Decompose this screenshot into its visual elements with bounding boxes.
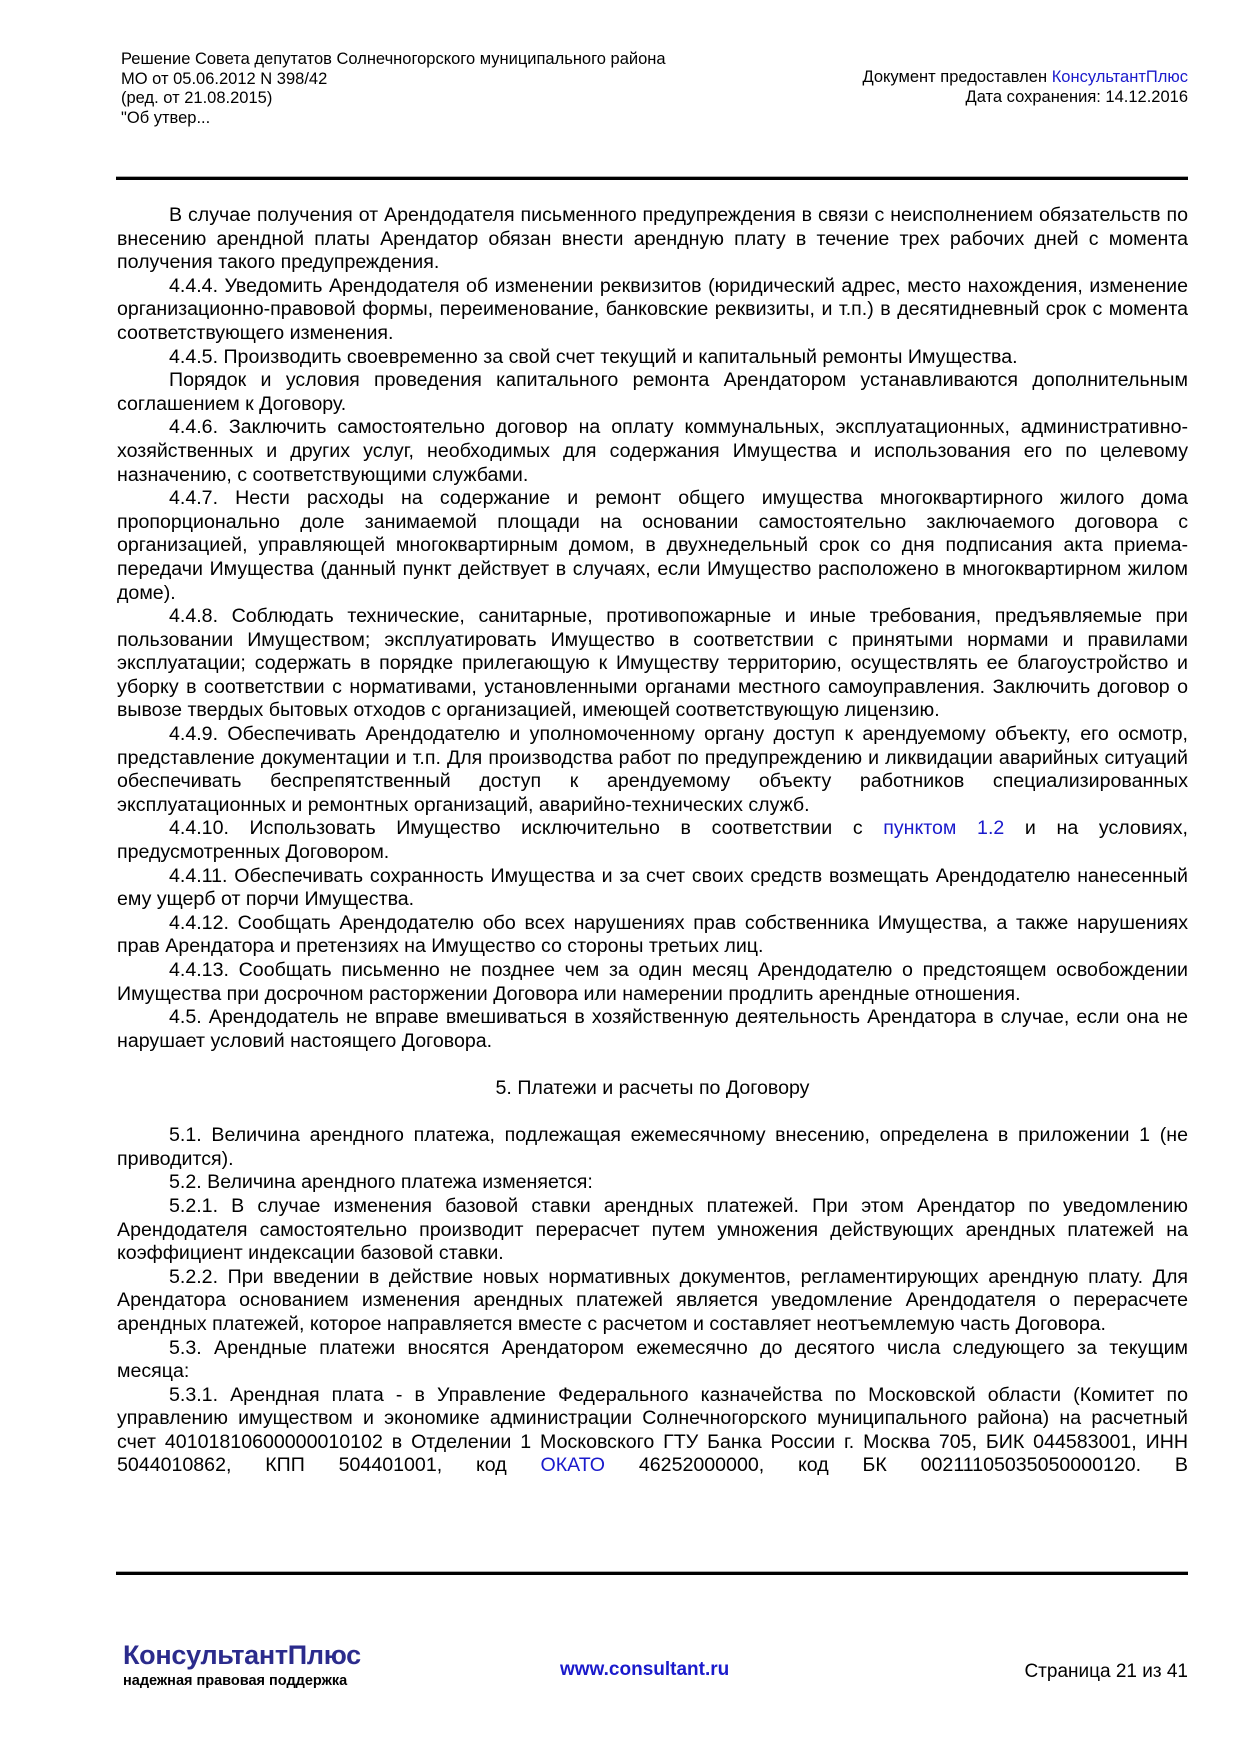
- consultant-logo: [123, 1640, 361, 1690]
- paragraph-4-5: 4.5. Арендодатель не вправе вмешиваться в хозяйственную деятельность Арендатора в случае, если она не нарушает условий настоящего Договора.: [117, 1006, 1188, 1052]
- paragraph-4-4-9: 4.4.9. Обеспечивать Арендодателю и уполномоченному органу доступ к арендуемому объекту, его осмотр, представление документации и т.п. Для производства работ по предупреждению и ликвидации аварийных ситуаций обеспечивать беспрепятственный доступ к арендуемому объекту работников специализированных эксплуатационных и ремонтных организаций, аварийно-технических служб.: [117, 723, 1188, 816]
- paragraph-5-1: 5.1. Величина арендного платежа, подлежащая ежемесячному внесению, определена в приложении 1 (не приводится).: [117, 1124, 1188, 1170]
- paragraph-5-3: 5.3. Арендные платежи вносятся Арендатором ежемесячно до десятого числа следующего за текущим месяца:: [117, 1336, 1188, 1383]
- clause-1-2-link[interactable]: пунктом 1.2: [883, 817, 1005, 840]
- document-body: [117, 204, 1188, 1478]
- header-line-3: (ред. от 21.08.2015): [121, 89, 273, 107]
- paragraph-4-4-4: 4.4.4. Уведомить Арендодателя об изменении реквизитов (юридический адрес, место нахождения, изменение организационно-правовой формы, переименование, банковские реквизиты, и т.п.) в десятидневный срок с момента соответствующего изменения.: [117, 274, 1188, 344]
- text: 4.4.10. Использовать Имущество исключительно в соответствии с: [169, 817, 884, 840]
- paragraph-4-4-7: 4.4.7. Нести расходы на содержание и ремонт общего имущества многоквартирного жилого дома пропорционально доле занимаемой площади на основании самостоятельно заключаемого договора с организацией, управляющей многоквартирным домом, в двухнедельный срок со дня подписания акта приема-передачи Имущества (данный пункт действует в случаях, если Имущество расположено в многоквартирном жилом доме).: [117, 487, 1188, 604]
- header-line-1: Решение Совета депутатов Солнечногорского муниципального района: [121, 50, 666, 68]
- page-number: Страница 21 из 41: [1024, 1661, 1188, 1682]
- paragraph-5-2-2: 5.2.2. При введении в действие новых нормативных документов, регламентирующих арендную плату. Для Арендатора основанием изменения арендных платежей является уведомление Арендодателя о перерасчете арендных платежей, которое направляется вместе с расчетом и составляет неотъемлемую часть Договора.: [117, 1265, 1188, 1335]
- save-date: Дата сохранения: 14.12.2016: [965, 87, 1188, 106]
- paragraph-4-4-8: 4.4.8. Соблюдать технические, санитарные, противопожарные и иные требования, предъявляемые при пользовании Имуществом; эксплуатировать Имущество в соответствии с принятыми нормами и правилами эксплуатации; содержать в порядке прилегающую к Имуществу территорию, осуществлять ее благоустройство и уборку в соответствии с нормативами, установленными органами местного самоуправления. Заключить договор о вывозе твердых бытовых отходов с организацией, имеющей соответствующую лицензию.: [117, 605, 1188, 722]
- text: 5.3.1. Арендная плата - в Управление Федерального казначейства по Московской области (Комитет по управлению имуществом и экономике администрации Солнечногорского муниципального района) на расчетный счет 40101810600000010102 в Отделении 1 Московского ГТУ Банка России г. Москва 705, БИК 044583001, ИНН 5044010862, КПП 504401001, код: [117, 1383, 1188, 1477]
- document-header-title: [121, 50, 666, 128]
- paragraph-5-2: 5.2. Величина арендного платежа изменяется:: [169, 1171, 593, 1194]
- paragraph-5-3-1: [117, 1384, 1188, 1478]
- footer-divider: [116, 1571, 1188, 1575]
- paragraph: Порядок и условия проведения капитального ремонта Арендатором устанавливаются дополнительным соглашением к Договору.: [117, 369, 1188, 415]
- section-5-heading: 5. Платежи и расчеты по Договору: [495, 1076, 810, 1099]
- header-line-2: МО от 05.06.2012 N 398/42: [121, 69, 328, 88]
- paragraph-5-2-1: 5.2.1. В случае изменения базовой ставки арендных платежей. При этом Арендатор по уведомлению Арендодателя самостоятельно производит перерасчет путем умножения действующих арендных платежей на коэффициент индексации базовой ставки.: [117, 1194, 1188, 1265]
- provided-by: [862, 68, 1188, 88]
- paragraph-4-4-11: 4.4.11. Обеспечивать сохранность Имущества и за счет своих средств возмещать Арендодателю нанесенный ему ущерб от порчи Имущества.: [117, 864, 1188, 911]
- paragraph-4-4-6: 4.4.6. Заключить самостоятельно договор на оплату коммунальных, эксплуатационных, административно-хозяйственных и других услуг, необходимых для содержания Имущества и использования его по целевому назначению, с соответствующими службами.: [117, 416, 1188, 486]
- text: и на условиях, предусмотренных Договором.: [117, 817, 1188, 864]
- website-link[interactable]: www.consultant.ru: [560, 1659, 730, 1680]
- header-line-4: "Об утвер...: [121, 108, 211, 127]
- paragraph-4-4-12: 4.4.12. Сообщать Арендодателю обо всех нарушениях прав собственника Имущества, а также нарушениях прав Арендатора и претензиях на Имущество со стороны третьих лиц.: [117, 911, 1188, 958]
- paragraph: В случае получения от Арендодателя письменного предупреждения в связи с неисполнением обязательств по внесению арендной платы Арендатор обязан внести арендную плату в течение трех рабочих дней с момента получения такого предупреждения.: [117, 204, 1188, 274]
- paragraph-4-4-10: [117, 817, 1188, 864]
- document-header-provider: [862, 68, 1188, 107]
- text: 46252000000, код БК 00211105035050000120. В: [605, 1454, 1188, 1477]
- logo-tagline: надежная правовая поддержка: [123, 1673, 348, 1689]
- provider-brand-link[interactable]: КонсультантПлюс: [1051, 68, 1188, 86]
- okato-link[interactable]: ОКАТО: [540, 1454, 606, 1477]
- logo-name: КонсультантПлюс: [123, 1640, 361, 1670]
- provided-prefix: Документ предоставлен: [862, 68, 1052, 86]
- paragraph-4-4-13: 4.4.13. Сообщать письменно не позднее чем за один месяц Арендодателю о предстоящем освобождении Имущества при досрочном расторжении Договора или намерении продлить арендные отношения.: [117, 959, 1188, 1005]
- paragraph-4-4-5: 4.4.5. Производить своевременно за свой счет текущий и капитальный ремонты Имущества.: [169, 345, 1018, 368]
- header-divider: [116, 176, 1188, 180]
